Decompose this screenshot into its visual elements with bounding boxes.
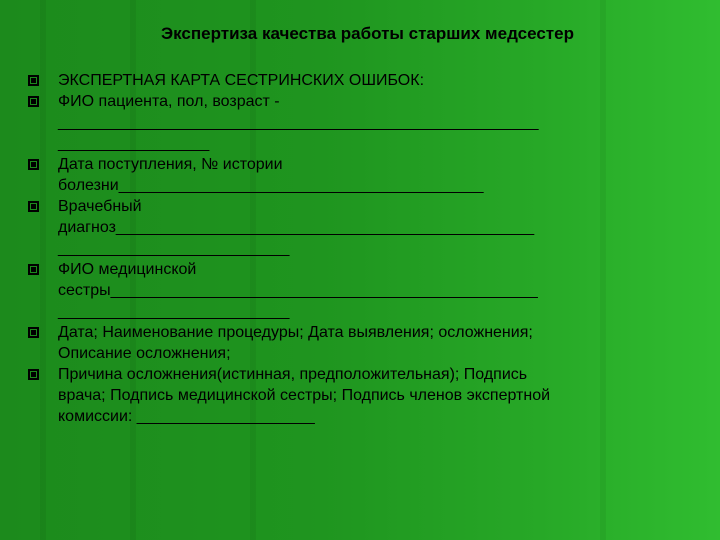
list-item [28, 91, 698, 154]
item-text-line: болезни_________________________________________ [58, 177, 484, 194]
square-bullet-icon [28, 264, 39, 275]
item-text-line: ФИО пациента, пол, возраст - [58, 93, 280, 110]
list-item [28, 196, 698, 259]
item-text-line: Дата; Наименование процедуры; Дата выявления; осложнения; [58, 324, 533, 341]
list-item [28, 154, 698, 196]
list-item [28, 70, 698, 91]
square-bullet-icon [28, 327, 39, 338]
item-text-line: __________________________ [58, 240, 290, 257]
square-bullet-icon [28, 369, 39, 380]
list-item [28, 364, 698, 427]
square-bullet-icon [28, 96, 39, 107]
list-item [28, 259, 698, 322]
square-bullet-icon [28, 75, 39, 86]
item-text-line: ЭКСПЕРТНАЯ КАРТА СЕСТРИНСКИХ ОШИБОК: [58, 72, 425, 89]
item-text-line: __________________________ [58, 303, 290, 320]
item-text-line: врача; Подпись медицинской сестры; Подпись членов экспертной [58, 387, 551, 404]
item-text-line: Дата поступления, № истории [58, 156, 283, 173]
item-text-line: Врачебный [58, 198, 142, 215]
list-item [28, 322, 698, 364]
item-text-line: _________________ [58, 135, 210, 152]
item-text-line: комиссии: ____________________ [58, 408, 315, 425]
bullet-list [28, 70, 698, 427]
item-text-line: ФИО медицинской [58, 261, 197, 278]
square-bullet-icon [28, 159, 39, 170]
item-text-line: Описание осложнения; [58, 345, 231, 362]
item-text-line: Причина осложнения(истинная, предположительная); Подпись [58, 366, 528, 383]
item-text-line: диагноз_______________________________________________ [58, 219, 535, 236]
item-text-line: сестры________________________________________________ [58, 282, 538, 299]
square-bullet-icon [28, 201, 39, 212]
slide-title: Экспертиза качества работы старших медсестер [161, 24, 574, 43]
item-text-line: ______________________________________________________ [58, 114, 539, 131]
